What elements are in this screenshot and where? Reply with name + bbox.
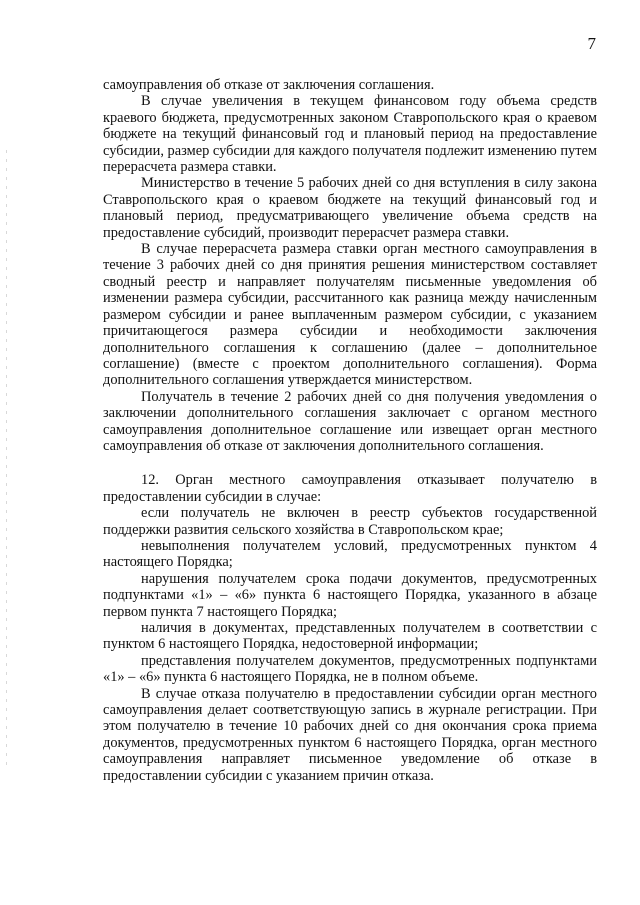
page-number: 7 [587, 34, 596, 53]
paragraph-refusal-notification: В случае отказа получателю в предоставлении субсидии орган местного самоуправления делает соответствующую запись в журнале регистрации. При этом получателю в течение 10 рабочих дней со дня окончания срока приема документов, предусмотренных пунктом 6 настоящего Порядка, орган местного самоуправления направляет письменное уведомление об отказе в предоставлении субсидии с указанием причин отказа. [103, 685, 597, 784]
paragraph-section-12: 12. Орган местного самоуправления отказывает получателю в предоставлении субсидии в случае: [103, 472, 597, 505]
paragraph-continuation: самоуправления об отказе от заключения соглашения. [103, 77, 435, 93]
paragraph-budget-increase: В случае увеличения в текущем финансовом году объема средств краевого бюджета, предусмотренных законом Ставропольского края о краевом бюджете на текущий финансовый год и плановый период на предоставление субсидии, размер субсидии для каждого получателя подлежит изменению путем перерасчета размера ставки. [103, 93, 598, 176]
paragraph-refusal-not-in-registry: если получатель не включен в реестр субъектов государственной поддержки развития сельского хозяйства в Ставропольском крае; [103, 505, 597, 538]
paragraph-recalculation-notice: В случае перерасчета размера ставки орган местного самоуправления в течение 3 рабочих дней со дня принятия решения министерством составляет сводный реестр и направляет получателям письменные уведомления об изменении размера субсидии, рассчитанного как разница между начисленным размером субсидии и ранее выплаченным размером субсидии, с указанием причитающегося размера субсидии и необходимости заключения дополнительного соглашения к соглашению (далее – дополнительное соглашение) (вместе с проектом дополнительного соглашения). Форма дополнительного соглашения утверждается министерством. [103, 241, 597, 389]
scan-edge-marks [6, 150, 7, 770]
paragraph-refusal-incomplete: представления получателем документов, предусмотренных подпунктами «1» – «6» пункта 6 настоящего Порядка, не в полном объеме. [103, 652, 597, 686]
paragraph-refusal-conditions: невыполнения получателем условий, предусмотренных пунктом 4 настоящего Порядка; [103, 537, 597, 571]
paragraph-refusal-deadline: нарушения получателем срока подачи документов, предусмотренных подпунктами «1» – «6» пункта 6 настоящего Порядка, указанного в абзаце первом пункта 7 настоящего Порядка; [103, 570, 597, 620]
paragraph-ministry-recalculation: Министерство в течение 5 рабочих дней со дня вступления в силу закона Ставропольского края о краевом бюджете на текущий финансовый год и плановый период, предусматривающего увеличение объема средств на предоставление субсидий, производит перерасчет размера ставки. [103, 175, 597, 241]
document-body [103, 77, 597, 784]
paragraph-recipient-response: Получатель в течение 2 рабочих дней со дня получения уведомления о заключении дополнительного соглашения заключает с органом местного самоуправления дополнительное соглашение или извещает орган местного самоуправления об отказе от заключения дополнительного соглашения. [103, 388, 597, 454]
paragraph-refusal-false-info: наличия в документах, представленных получателем в соответствии с пунктом 6 настоящего Порядка, недостоверной информации; [103, 620, 597, 653]
